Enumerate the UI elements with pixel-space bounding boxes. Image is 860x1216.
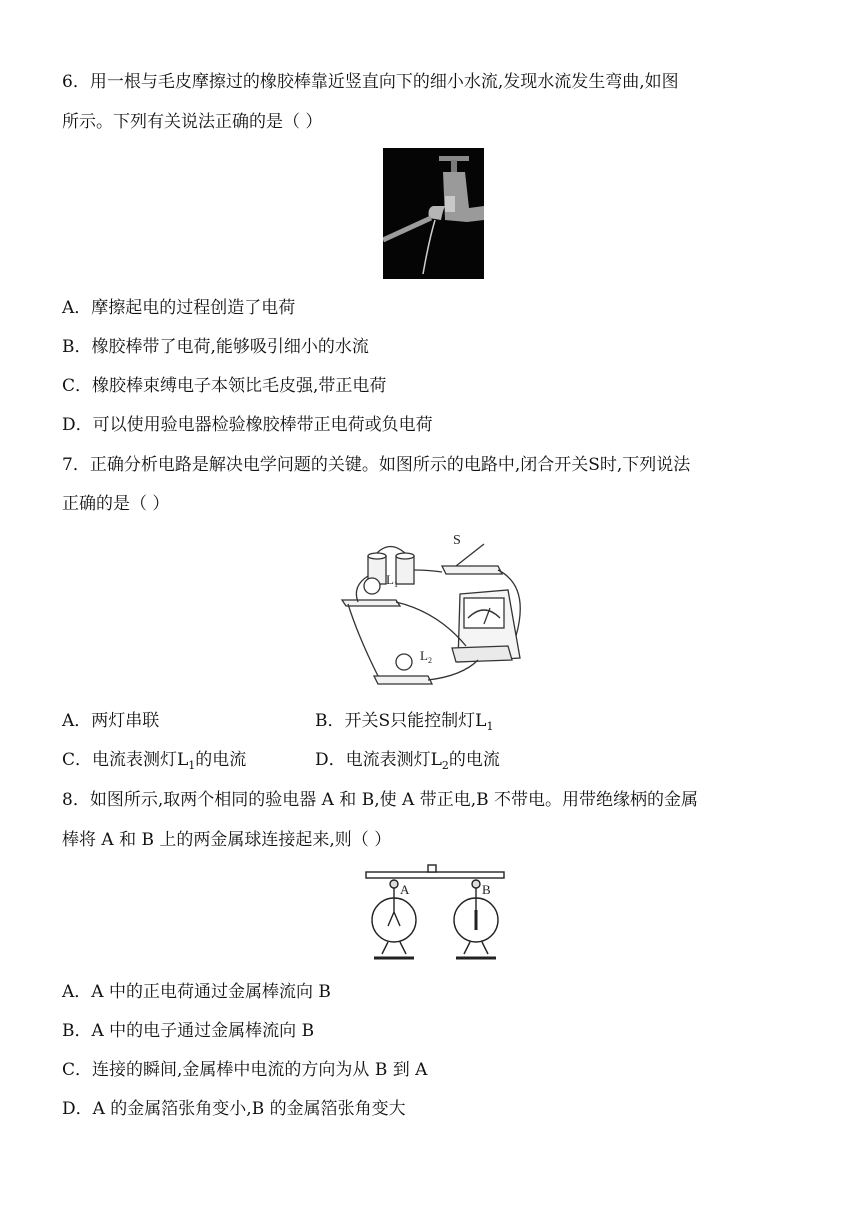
q6-stem-line1: 6．用一根与毛皮摩擦过的橡胶棒靠近竖直向下的细小水流,发现水流发生弯曲,如图 [62, 72, 679, 92]
q8-stem-line1: 8．如图所示,取两个相同的验电器 A 和 B,使 A 带正电,B 不带电。用带绝缘柄的金属 [62, 790, 698, 810]
q8-option-d: D．A 的金属箔张角变小,B 的金属箔张角变大 [62, 1099, 406, 1119]
q7-stem-line2: 正确的是（ ） [62, 494, 170, 514]
q6-stem-line2: 所示。下列有关说法正确的是（ ） [62, 112, 323, 132]
lamp2-label: L [420, 648, 428, 663]
q8-option-c: C．连接的瞬间,金属棒中电流的方向为从 B 到 A [62, 1060, 428, 1080]
faucet-water-photo [383, 148, 484, 279]
electroscope-b-label: B [482, 882, 491, 897]
switch-label: S [453, 533, 461, 548]
q8-stem-line2: 棒将 A 和 B 上的两金属球连接起来,则（ ） [62, 830, 392, 850]
q6-option-d: D．可以使用验电器检验橡胶棒带正电荷或负电荷 [62, 415, 433, 435]
q6-option-c: C．橡胶棒束缚电子本领比毛皮强,带正电荷 [62, 376, 387, 396]
q8-option-a: A．A 中的正电荷通过金属棒流向 B [62, 982, 331, 1002]
q8-option-b: B．A 中的电子通过金属棒流向 B [62, 1021, 315, 1041]
lamp1-label: L [386, 572, 394, 587]
electroscope-diagram [362, 862, 508, 968]
circuit-diagram [338, 526, 528, 692]
electroscope-a-label: A [400, 882, 410, 897]
q7-stem-line1: 7．正确分析电路是解决电学问题的关键。如图所示的电路中,闭合开关S时,下列说法 [62, 455, 691, 475]
q7-option-d: D．电流表测灯$L_2$的电流 [315, 750, 500, 772]
lamp1-label-sub: 1 [394, 580, 398, 589]
q7-option-b: B．开关S只能控制灯$L_1$ [315, 711, 494, 733]
q6-option-a: A．摩擦起电的过程创造了电荷 [62, 298, 296, 318]
q7-option-c: C．电流表测灯$L_1$的电流 [62, 750, 247, 772]
q7-option-a: A．两灯串联 [62, 711, 160, 731]
lamp2-label-sub: 2 [428, 656, 432, 665]
q6-option-b: B．橡胶棒带了电荷,能够吸引细小的水流 [62, 337, 369, 357]
